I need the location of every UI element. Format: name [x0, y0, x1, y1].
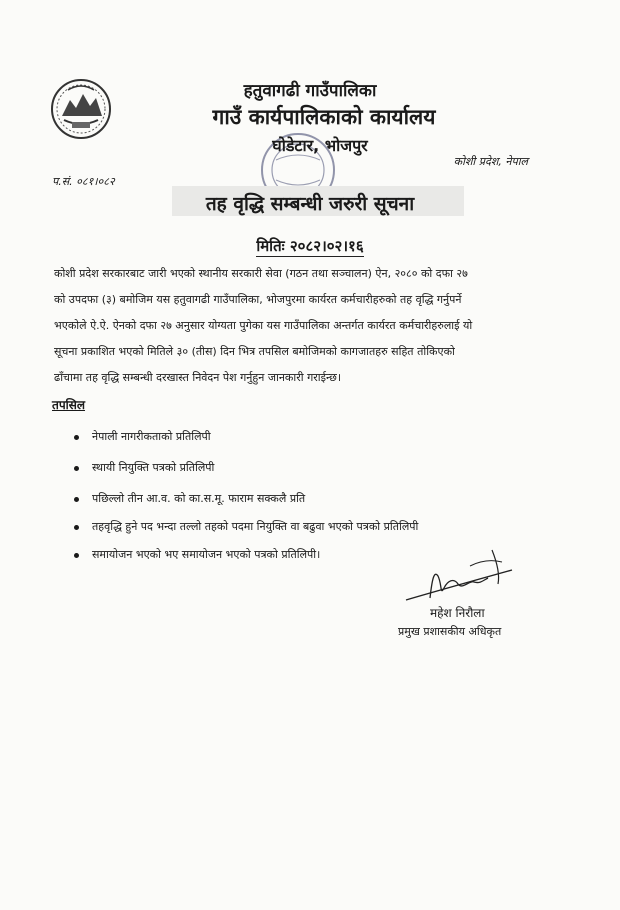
reference-number: प.सं. ०८१।०८२ — [52, 175, 115, 188]
body-line: कोशी प्रदेश सरकारबाट जारी भएको स्थानीय सरकारी सेवा (गठन तथा सञ्चालन) ऐन, २०८० को दफा २७ — [54, 267, 468, 280]
bullet-icon — [74, 466, 79, 471]
notice-date-text: मितिः २०८२।०२।१६ — [256, 237, 364, 255]
notice-date — [0, 236, 620, 256]
list-item: नेपाली नागरीकताको प्रतिलिपी — [92, 430, 211, 443]
body-line: ढाँचामा तह वृद्धि सम्बन्धी दरखास्त निवेदन पेश गर्नुहुन जानकारी गराईन्छ। — [54, 371, 342, 384]
signatory-designation: प्रमुख प्रशासकीय अधिकृत — [398, 625, 502, 638]
body-line: भएकोले ऐ.ऐ. ऐनको दफा २७ अनुसार योग्यता पुगेका यस गाउँपालिका अन्तर्गत कार्यरत कर्मचारीहरुलाई यो — [54, 319, 473, 332]
list-item: तहवृद्धि हुने पद भन्दा तल्लो तहको पदमा नियुक्ति वा बढुवा भएको पत्रको प्रतिलिपी — [92, 520, 419, 533]
bullet-icon — [74, 435, 79, 440]
province-label: कोशी प्रदेश, नेपाल — [453, 155, 528, 168]
list-heading: तपसिल — [52, 398, 86, 412]
list-item: समायोजन भएको भए समायोजन भएको पत्रको प्रतिलिपी। — [92, 548, 321, 561]
office-name: गाउँ कार्यपालिकाको कार्यालय — [212, 105, 436, 129]
bullet-icon — [74, 497, 79, 502]
bullet-icon — [74, 525, 79, 530]
notice-title: तह वृद्धि सम्बन्धी जरुरी सूचना — [205, 193, 415, 215]
body-line: सूचना प्रकाशित भएको मितिले ३० (तीस) दिन भित्र तपसिल बमोजिमको कागजातहरु सहित तोकिएको — [54, 345, 455, 358]
municipality-name: हतुवागढी गाउँपालिका — [243, 81, 377, 101]
list-item: स्थायी नियुक्ति पत्रको प्रतिलिपी — [92, 461, 215, 474]
bullet-icon — [74, 553, 79, 558]
signatory-name: महेश निरौला — [430, 606, 485, 620]
signature-scribble-icon — [400, 540, 520, 610]
office-address: घोडेटार, भोजपुर — [272, 136, 368, 155]
body-line: को उपदफा (३) बमोजिम यस हतुवागढी गाउँपालिका, भोजपुरमा कार्यरत कर्मचारीहरुको तह वृद्धि गर्नुपर्ने — [54, 293, 462, 306]
list-item: पछिल्लो तीन आ.व. को का.स.मू. फाराम सक्कलै प्रति — [92, 492, 306, 505]
